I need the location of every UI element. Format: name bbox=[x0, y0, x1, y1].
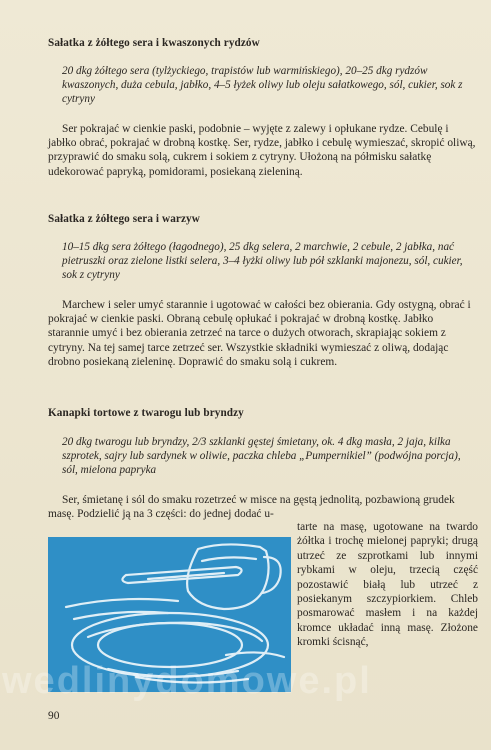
recipe-1-ingredients: 20 dkg żółtego sera (tylżyckiego, trapistów lub warmińskiego), 20–25 dkg rydzów kwaszonych, duża cebula, jabłko, 4–5 łyżek oliwy lub oleju sałatkowego, sól, cukier, sok z cytryny bbox=[62, 65, 463, 106]
recipe-2-title: Sałatka z żółtego sera i warzyw bbox=[48, 213, 200, 225]
recipe-2-directions: Marchew i seler umyć starannie i ugotować w całości bez obierania. Gdy ostygną, obrać i pokrajać w cienkie paski. Obraną cebulę opłukać i pokrajać w drobną kostkę. Jabłko starannie umyć i bez obierania zetrzeć na tarce o dużych otworach, skrapiając sokiem z cytryny. Na tej samej tarce zetrzeć ser. Wszystkie składniki wymieszać z oliwą, dodając drobno posiekaną zieleninę. Doprawić do smaku solą i cukrem. bbox=[48, 299, 471, 368]
recipe-1-title: Sałatka z żółtego sera i kwaszonych rydzów bbox=[48, 37, 260, 49]
recipe-3-directions-continued: tarte na masę, ugotowane na twardo żółtka i trochę mielonej papryki; drugą utrzeć ze szprotkami lub innymi rybkami w oleju, trzecią część pozostawić białą lub utrzeć z posiekanym szczypiorkiem. Chleb posmarować masłem i na każdej kromce układać inną masę. Złożone kromki ścisnąć, bbox=[297, 521, 478, 649]
illustration-background bbox=[48, 537, 291, 692]
watermark: wedlinydomowe.pl bbox=[2, 660, 372, 702]
kitchen-illustration bbox=[48, 537, 291, 692]
recipe-2-ingredients: 10–15 dkg sera żółtego (łagodnego), 25 dkg selera, 2 marchwie, 2 cebule, 2 jabłka, nać pietruszki oraz zielone listki selera, 3–4 łyżki oliwy lub pół szklanki majonezu, sól, cukier, sok z cytryny bbox=[62, 241, 463, 282]
recipe-1-directions: Ser pokrajać w cienkie paski, podobnie – wyjęte z zalewy i opłukane rydze. Cebulę i jabłko obrać, pokrajać w drobną kostkę. Ser, rydze, jabłko i cebulę wymieszać, skropić oliwą, przyprawić do smaku solą, cukrem i sokiem z cytryny. Ułożoną na półmisku sałatkę udekorować papryką, pomidorami, posiekaną zieleniną. bbox=[48, 123, 476, 178]
recipe-3-directions-intro: Ser, śmietanę i sól do smaku rozetrzeć w misce na gęstą jednolitą, pozbawioną grudek masę. Podzielić ją na 3 części: do jednej dodać u- bbox=[48, 494, 455, 521]
recipe-3-ingredients: 20 dkg twarogu lub bryndzy, 2/3 szklanki gęstej śmietany, ok. 4 dkg masła, 2 jaja, kilka szprotek, sajry lub sardynek w oliwie, paczka chleba „Pumpernikiel” (podwójna porcja), sól, mielona papryka bbox=[62, 436, 461, 477]
page-number: 90 bbox=[48, 710, 60, 722]
recipe-3-title: Kanapki tortowe z twarogu lub bryndzy bbox=[48, 407, 244, 419]
